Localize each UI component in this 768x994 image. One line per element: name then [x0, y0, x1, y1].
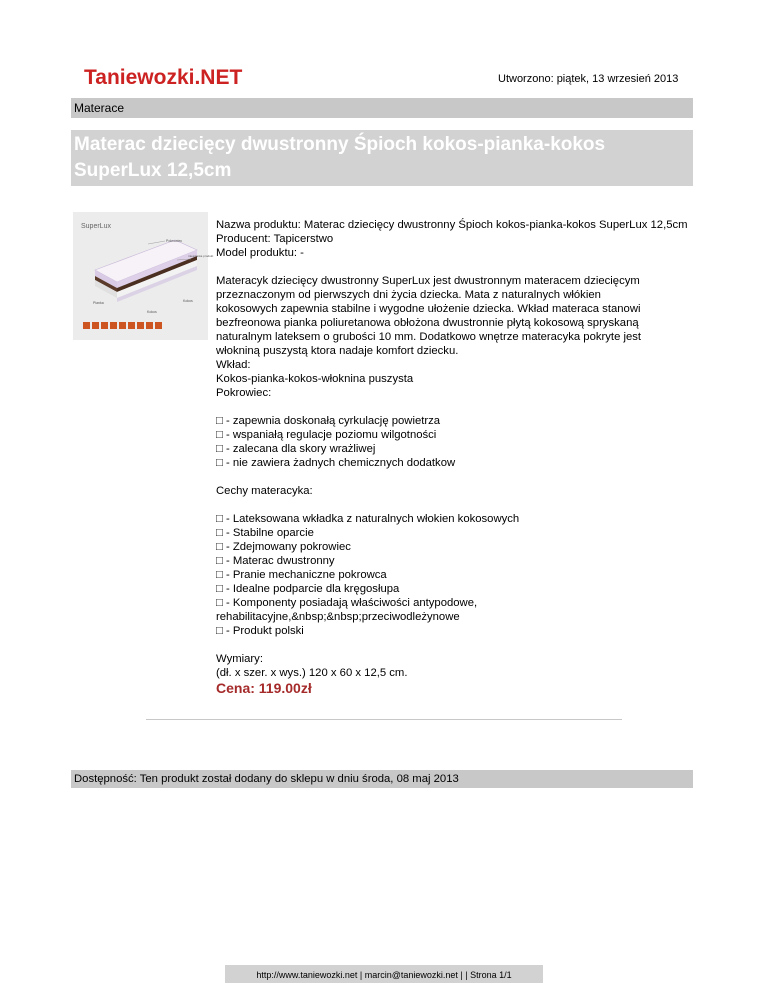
product-details — [216, 218, 716, 696]
image-label-2: mieszanka produkt — [188, 254, 214, 258]
description-line: włokniną puszystą ktora nadaje komfort dziecku. — [216, 345, 459, 357]
wklad-value: Kokos-pianka-kokos-włoknina puszysta — [216, 373, 414, 385]
model-line: Model produktu: - — [216, 247, 304, 259]
image-brand: SuperLux — [81, 223, 111, 230]
cover-item: □ - nie zawiera żadnych chemicznych dodatkow — [216, 457, 456, 469]
product-title: Materac dziecięcy dwustronny Śpioch kokos-pianka-kokos SuperLux 12,5cm — [74, 134, 606, 181]
description-line: przeznaczonym od pierwszych dni życia dziecka. Mata z naturalnych włókien — [216, 289, 601, 301]
feature-item: □ - Materac dwustronny — [216, 555, 335, 567]
cover-item: □ - zalecana dla skory wrażliwej — [216, 443, 376, 455]
cover-item: □ - zapewnia doskonałą cyrkulację powietrza — [216, 415, 441, 427]
mattress-illustration — [73, 212, 214, 340]
feature-item: □ - Komponenty posiadają właściwości antypodowe, — [216, 597, 478, 609]
dimensions-value: (dł. x szer. x wys.) 120 x 60 x 12,5 cm. — [216, 667, 408, 679]
page-footer — [225, 965, 543, 983]
wklad-label: Wkład: — [216, 359, 251, 371]
features-label: Cechy materacyka: — [216, 485, 313, 497]
image-label-3: Kokos — [183, 299, 193, 303]
feature-item: rehabilitacyjne,&nbsp;&nbsp;przeciwodleżynowe — [216, 611, 460, 623]
feature-item: □ - Lateksowana wkładka z naturalnych włokien kokosowych — [216, 513, 520, 525]
description-line: naturalnym lateksem o grubości 10 mm. Dodatkowo wnętrze materacyka pokryte jest — [216, 331, 642, 343]
site-logo[interactable]: Taniewozki.NET — [84, 66, 243, 89]
feature-item: □ - Produkt polski — [216, 625, 304, 637]
feature-item: □ - Idealne podparcie dla kręgosłupa — [216, 583, 400, 595]
feature-icons-row — [83, 322, 162, 329]
product-price: Cena: 119.00zł — [216, 680, 312, 696]
availability-text: Dostępność: Ten produkt został dodany do sklepu w dniu środa, 08 maj 2013 — [74, 773, 459, 785]
category-label[interactable]: Materace — [74, 101, 125, 115]
description-line: bezfreonowa pianka poliuretanowa obłożona dwustronnie płytą kokosową spryskaną — [216, 317, 639, 329]
category-bar — [71, 98, 693, 118]
cover-item: □ - wspaniałą regulacje poziomu wilgotności — [216, 429, 437, 441]
image-label-1: Pokrowiec — [166, 239, 183, 243]
product-name-line: Nazwa produktu: Materac dziecięcy dwustronny Śpioch kokos-pianka-kokos SuperLux 12,5cm — [216, 219, 688, 231]
producer-line: Producent: Tapicerstwo — [216, 233, 334, 245]
description-line: kokosowych zapewnia stabilne i wygodne ułożenie dziecka. Wkład materaca stanowi — [216, 303, 641, 315]
feature-item: □ - Zdejmowany pokrowiec — [216, 541, 351, 553]
product-title-bar — [71, 130, 693, 186]
feature-item: □ - Stabilne oparcie — [216, 527, 314, 539]
cover-label: Pokrowiec: — [216, 387, 272, 399]
dimensions-label: Wymiary: — [216, 653, 263, 665]
created-date: Utworzono: piątek, 13 wrzesień 2013 — [498, 73, 679, 85]
description-line: Materacyk dziecięcy dwustronny SuperLux jest dwustronnym materacem dziecięcym — [216, 275, 640, 287]
product-image[interactable] — [73, 212, 214, 340]
feature-item: □ - Pranie mechaniczne pokrowca — [216, 569, 387, 581]
availability-bar — [71, 770, 693, 788]
image-label-5: Kokos — [147, 310, 157, 314]
divider — [146, 719, 622, 720]
image-label-4: Pianka — [93, 301, 104, 305]
footer-text: http://www.taniewozki.net | marcin@taniewozki.net | | Strona 1/1 — [256, 970, 512, 980]
